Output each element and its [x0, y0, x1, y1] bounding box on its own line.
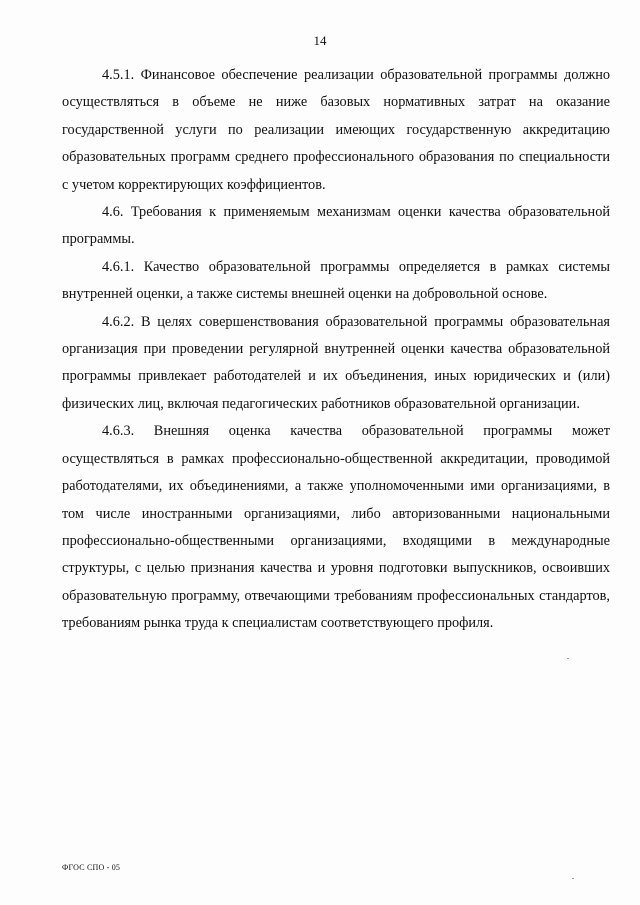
scan-speck — [572, 878, 574, 879]
scan-speck — [567, 658, 569, 659]
page-number: 14 — [313, 33, 327, 48]
paragraph-4-5-1: 4.5.1. Финансовое обеспечение реализации образовательной программы должно осуществляться в объеме не ниже базовых нормативных затрат на оказание государственной услуги по реализации имеющих государственную аккредитацию образовательных программ среднего профессионального образования по специальности с учетом корректирующих коэффициентов. — [62, 67, 610, 193]
paragraph-4-6-3: 4.6.3. Внешняя оценка качества образовательной программы может осуществляться в рамках профессионально-общественной аккредитации, проводимой работодателями, их объединениями, а также уполномоченными ими организациями, в том числе иностранными организациями, либо авторизованными национальными профессионально-общественными организациями, входящими в международные структуры, с целью признания качества и уровня подготовки выпускников, освоивших образовательную программу, отвечающими требованиям профессиональных стандартов, требованиям рынка труда к специалистам соответствующего профиля. — [62, 423, 610, 632]
footer-code: ФГОС СПО - 05 — [62, 863, 121, 872]
paragraph-4-6-1: 4.6.1. Качество образовательной программы определяется в рамках системы внутренней оценки, а также системы внешней оценки на добровольной основе. — [62, 258, 610, 303]
paragraph-4-6-2: 4.6.2. В целях совершенствования образовательной программы образовательная организация при проведении регулярной внутренней оценки качества образовательной программы привлекает работодателей и их объединения, иных юридических и (или) физических лиц, включая педагогических работников образовательной организации. — [62, 313, 610, 412]
document-body — [62, 62, 610, 638]
paragraph-4-6: 4.6. Требования к применяемым механизмам оценки качества образовательной программы. — [62, 204, 610, 248]
